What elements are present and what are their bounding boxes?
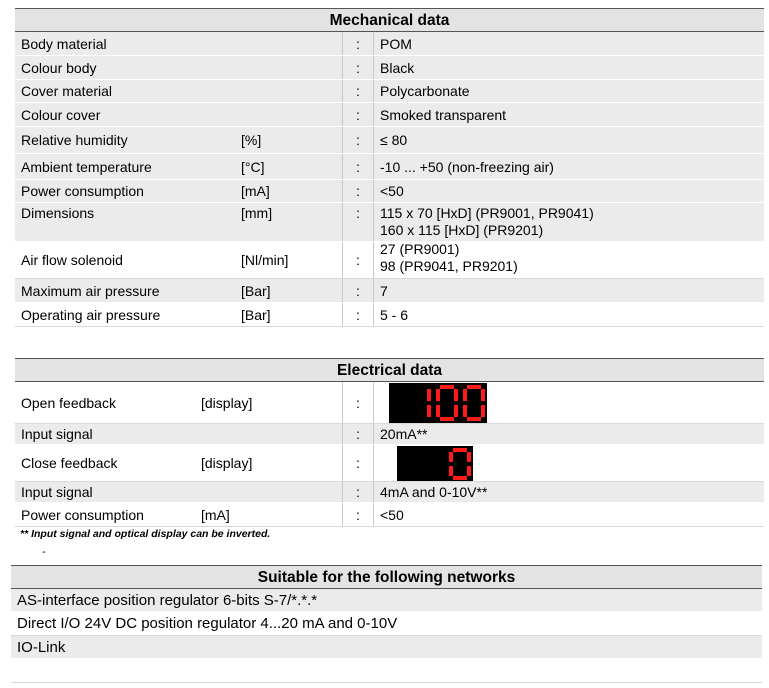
row-label: Colour body [21, 59, 97, 76]
row-label: Cover material [21, 83, 113, 99]
segment-b [481, 389, 485, 401]
table-row [15, 56, 764, 80]
row-label: Operating air pressure [21, 306, 161, 323]
networks-title: Suitable for the following networks [11, 565, 762, 589]
segment-e [463, 405, 467, 417]
segment-b [427, 389, 431, 401]
table-row [15, 242, 764, 279]
segment-d [440, 417, 454, 421]
segment-a [467, 385, 481, 389]
row-colon: : [342, 56, 374, 79]
close-feedback-display [397, 446, 473, 481]
segment-f [463, 389, 467, 401]
segment-e [449, 466, 453, 476]
dash-mark: - [42, 546, 46, 558]
table-row [15, 303, 764, 327]
row-colon: : [342, 203, 374, 241]
row-unit: [Bar] [241, 306, 271, 323]
row-colon: : [342, 503, 374, 526]
row-colon: : [342, 80, 374, 102]
mechanical-data-title: Mechanical data [15, 8, 764, 32]
row-value-line2: 160 x 115 [HxD] (PR9201) [380, 222, 544, 238]
list-item [11, 589, 762, 612]
seven-segment-readout [407, 385, 485, 421]
table-row [15, 80, 764, 103]
row-colon: : [342, 424, 374, 444]
row-colon: : [342, 303, 374, 326]
segment-b [454, 389, 458, 401]
row-value-line1: 115 x 70 [HxD] (PR9001, PR9041) [380, 205, 594, 221]
row-value: Polycarbonate [380, 83, 470, 99]
row-unit: [mA] [241, 183, 270, 199]
row-unit: [display] [201, 455, 253, 471]
segment-e [436, 405, 440, 417]
row-colon: : [342, 482, 374, 502]
footnote: ** Input signal and optical display can be inverted. [20, 528, 271, 540]
seven-segment-readout [445, 448, 471, 480]
row-value: ≤ 80 [380, 132, 408, 148]
row-label: Input signal [21, 426, 93, 442]
segment-f [449, 452, 453, 462]
row-colon: : [342, 154, 374, 179]
electrical-data-table [15, 358, 764, 527]
list-item [11, 636, 762, 659]
network-label: Direct I/O 24V DC position regulator 4...20 mA and 0-10V [17, 615, 398, 632]
table-row [15, 180, 764, 203]
row-value-line2: 98 (PR9041, PR9201) [380, 258, 518, 274]
row-unit: [°C] [241, 158, 265, 175]
segment-c [454, 405, 458, 417]
electrical-data-title: Electrical data [15, 358, 764, 382]
network-label: IO-Link [17, 638, 66, 656]
row-label: Power consumption [21, 183, 144, 199]
row-unit: [Nl/min] [241, 252, 289, 268]
row-value: 5 - 6 [380, 306, 409, 323]
row-colon: : [342, 445, 374, 481]
segment-a [453, 448, 467, 452]
row-value: Smoked transparent [380, 106, 507, 123]
table-row [15, 154, 764, 180]
row-colon: : [342, 103, 374, 126]
table-row [15, 503, 764, 527]
open-feedback-display [389, 383, 487, 423]
row-colon: : [342, 32, 374, 55]
row-label: Open feedback [21, 394, 116, 411]
segment-a [440, 385, 454, 389]
network-label: AS-interface position regulator 6-bits S-7/*.*.* [17, 591, 318, 609]
row-value [380, 203, 594, 241]
table-row [15, 382, 764, 424]
list-item [11, 612, 762, 636]
row-value: <50 [380, 183, 404, 199]
table-row [15, 279, 764, 303]
row-label: Colour cover [21, 106, 101, 123]
segment-b [467, 452, 471, 462]
row-label: Dimensions [21, 205, 95, 221]
segment-c [427, 405, 431, 417]
table-row [15, 32, 764, 56]
row-colon: : [342, 279, 374, 302]
mechanical-data-table [15, 8, 764, 327]
networks-table [11, 565, 762, 683]
table-row [15, 482, 764, 503]
row-label: Body material [21, 35, 107, 52]
row-unit: [Bar] [241, 282, 271, 299]
row-value: 7 [380, 282, 388, 299]
row-value: 4mA and 0-10V** [380, 484, 488, 500]
row-label: Input signal [21, 484, 93, 500]
row-value: <50 [380, 506, 404, 523]
row-unit: [mm] [241, 205, 273, 221]
row-colon: : [342, 242, 374, 278]
row-label: Maximum air pressure [21, 282, 160, 299]
table-row [15, 203, 764, 242]
row-value: -10 ... +50 (non-freezing air) [380, 158, 554, 175]
segment-d [453, 476, 467, 480]
table-row [15, 424, 764, 445]
segment-d [467, 417, 481, 421]
table-row [15, 103, 764, 127]
row-label: Air flow solenoid [21, 252, 123, 268]
row-unit: [display] [201, 394, 253, 411]
row-label: Power consumption [21, 506, 144, 523]
segment-c [467, 466, 471, 476]
row-value: POM [380, 35, 412, 52]
table-row [15, 127, 764, 154]
row-value: Black [380, 59, 415, 76]
row-colon: : [342, 180, 374, 202]
list-item [11, 659, 762, 683]
row-unit: [mA] [201, 506, 230, 523]
row-value-line1: 27 (PR9001) [380, 241, 460, 257]
table-row [15, 445, 764, 482]
row-label: Relative humidity [21, 132, 128, 148]
segment-c [481, 405, 485, 417]
row-value [380, 241, 518, 278]
row-value: 20mA** [380, 426, 428, 442]
row-colon: : [342, 382, 374, 423]
row-unit: [%] [241, 132, 262, 148]
row-label: Ambient temperature [21, 158, 152, 175]
row-label: Close feedback [21, 455, 118, 471]
row-colon: : [342, 127, 374, 153]
segment-f [436, 389, 440, 401]
